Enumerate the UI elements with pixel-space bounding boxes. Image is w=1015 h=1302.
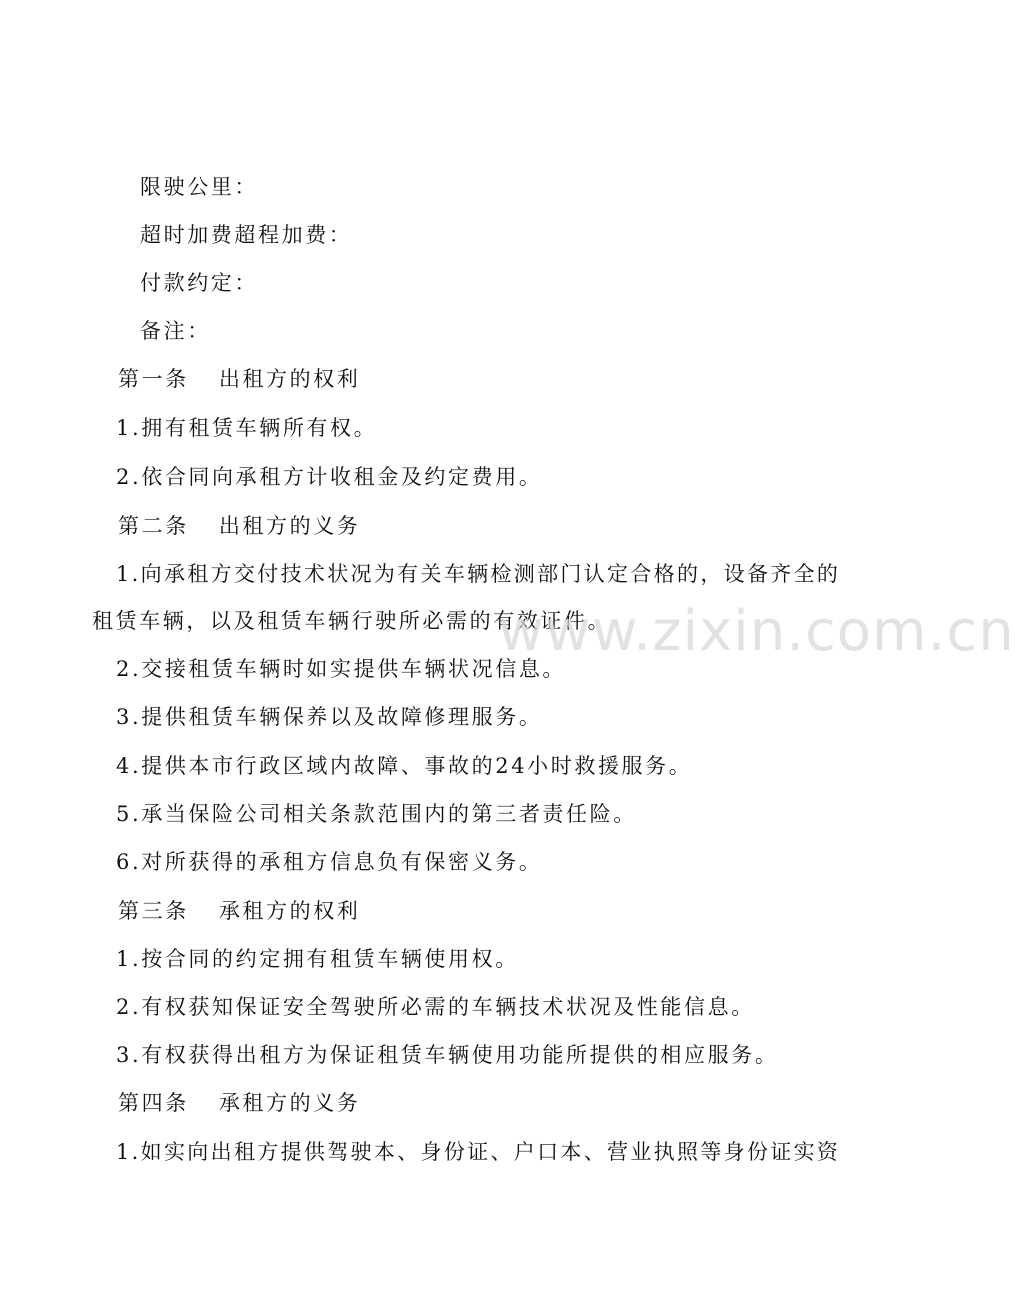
- article-1-item-1: 1.拥有租赁车辆所有权。: [116, 416, 378, 440]
- article-2-item-6: 6.对所获得的承租方信息负有保密义务。: [116, 850, 543, 874]
- article-title: 出租方的义务: [218, 514, 361, 538]
- article-2-heading: [118, 511, 360, 541]
- article-number: 第四条: [118, 1091, 189, 1115]
- article-2-item-1-continued: 租赁车辆，以及租赁车辆行驶所必需的有效证件。: [92, 609, 612, 633]
- article-2-item-4: 4.提供本市行政区域内故障、事故的24小时救援服务。: [116, 754, 693, 778]
- watermark-text: www.zixin.com.cn: [498, 599, 1015, 664]
- article-number: 第三条: [118, 899, 189, 923]
- field-mileage-limit: 限驶公里：: [140, 175, 258, 199]
- article-1-item-2: 2.依合同向承租方计收租金及约定费用。: [116, 465, 543, 489]
- article-2-item-5: 5.承当保险公司相关条款范围内的第三者责任险。: [116, 802, 637, 826]
- article-2-item-2: 2.交接租赁车辆时如实提供车辆状况信息。: [116, 657, 567, 681]
- field-overtime-fee: 超时加费超程加费：: [140, 223, 353, 247]
- field-remarks: 备注：: [140, 319, 211, 343]
- article-4-heading: [118, 1088, 360, 1118]
- article-3-heading: [118, 896, 360, 926]
- field-payment-terms: 付款约定：: [140, 271, 258, 295]
- article-3-item-3: 3.有权获得出租方为保证租赁车辆使用功能所提供的相应服务。: [116, 1043, 779, 1067]
- article-number: 第一条: [118, 367, 189, 391]
- article-number: 第二条: [118, 514, 189, 538]
- article-title: 承租方的义务: [218, 1091, 361, 1115]
- article-3-item-2: 2.有权获知保证安全驾驶所必需的车辆技术状况及性能信息。: [116, 995, 755, 1019]
- article-1-heading: [118, 364, 360, 394]
- article-2-item-3: 3.提供租赁车辆保养以及故障修理服务。: [116, 705, 543, 729]
- article-4-item-1: 1.如实向出租方提供驾驶本、身份证、户口本、营业执照等身份证实资: [116, 1140, 841, 1164]
- article-title: 出租方的权利: [218, 367, 361, 391]
- article-2-item-1: 1.向承租方交付技术状况为有关车辆检测部门认定合格的，设备齐全的: [116, 562, 841, 586]
- article-3-item-1: 1.按合同的约定拥有租赁车辆使用权。: [116, 947, 519, 971]
- article-title: 承租方的权利: [218, 899, 361, 923]
